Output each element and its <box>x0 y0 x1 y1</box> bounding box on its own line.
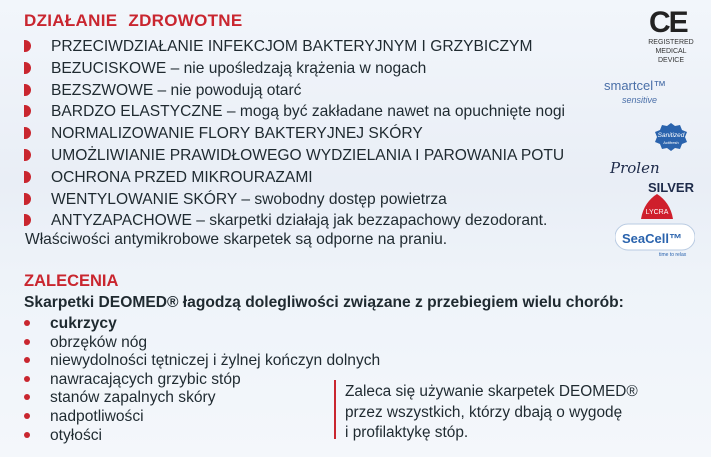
health-benefits-list <box>24 36 565 232</box>
smartcel-sub-label: sensitive <box>622 95 658 105</box>
silver-label: SILVER <box>648 180 694 195</box>
smartcel-label: smartcel™ <box>604 78 667 93</box>
bullet-dot-icon <box>24 432 30 438</box>
list-item: cukrzycy <box>24 315 380 334</box>
list-item: BARDZO ELASTYCZNE – mogą być zakładane nawet na opuchnięte nogi <box>24 101 565 123</box>
list-item: PRZECIWDZIAŁANIE INFEKCJOM BAKTERYJNYM I GRZYBICZYM <box>24 36 565 58</box>
recommendations-intro: Skarpetki DEOMED® łagodzą dolegliwości związane z przebiegiem wielu chorób: <box>24 294 624 311</box>
sanitized-label: Sanitized <box>657 132 685 139</box>
bullet-icon <box>24 127 31 139</box>
lycra-logo-icon <box>640 193 674 220</box>
bullet-dot-icon <box>24 413 30 419</box>
list-item: obrzęków nóg <box>24 334 380 353</box>
list-item: ANTYZAPACHOWE – skarpetki działają jak bezzapachowy dezodorant. <box>24 210 565 232</box>
list-item: nawracających grzybic stóp <box>24 371 380 390</box>
bullet-icon <box>24 84 31 96</box>
wash-note: Właściwości antymikrobowe skarpetek są odporne na praniu. <box>25 231 448 248</box>
prolen-label: Prolen <box>610 159 660 177</box>
advice-text: Zaleca się używanie skarpetek DEOMED® przez wszystkich, którzy dbają o wygodę i profilaktykę stóp. <box>345 383 638 441</box>
bullet-dot-icon <box>24 357 30 363</box>
lycra-label: LYCRA <box>645 209 669 216</box>
list-item: BEZUCISKOWE – nie upośledzają krążenia w nogach <box>24 58 565 80</box>
bullet-dot-icon <box>24 376 30 382</box>
list-item: stanów zapalnych skóry <box>24 389 380 408</box>
list-item: NORMALIZOWANIE FLORY BAKTERYJNEJ SKÓRY <box>24 123 565 145</box>
list-item: otyłości <box>24 427 380 446</box>
prolen-silver-logo-icon <box>608 156 710 196</box>
bullet-icon <box>24 171 31 183</box>
bullet-dot-icon <box>24 394 30 400</box>
seacell-sub-label: time to relax <box>659 252 687 258</box>
bullet-icon <box>24 193 31 205</box>
bullet-icon <box>24 40 31 52</box>
bullet-dot-icon <box>24 320 30 326</box>
list-item: niewydolności tętniczej i żylnej kończyn dolnych <box>24 352 380 371</box>
list-item: nadpotliwości <box>24 408 380 427</box>
advice-divider <box>334 380 336 439</box>
bullet-dot-icon <box>24 339 30 345</box>
seacell-label: SeaCell™ <box>622 231 682 246</box>
conditions-list <box>24 315 380 445</box>
ce-mark-icon: CE <box>649 6 687 39</box>
list-item: OCHRONA PRZED MIKROURAZAMI <box>24 167 565 189</box>
list-item: WENTYLOWANIE SKÓRY – swobodny dostęp powietrza <box>24 189 565 211</box>
recommendations-title: ZALECENIA <box>24 272 119 290</box>
seacell-logo-icon <box>615 222 695 258</box>
registered-device-label: REGISTERED MEDICAL DEVICE <box>648 39 694 64</box>
bullet-icon <box>24 214 31 226</box>
smartcel-logo-icon <box>604 76 704 106</box>
list-item: BEZSZWOWE – nie powodują otarć <box>24 80 565 102</box>
health-title: DZIAŁANIE ZDROWOTNE <box>24 11 243 30</box>
list-item: UMOŻLIWIANIE PRAWIDŁOWEGO WYDZIELANIA I PAROWANIA POTU <box>24 145 565 167</box>
bullet-icon <box>24 105 31 117</box>
sanitized-badge-icon <box>653 122 689 152</box>
bullet-icon <box>24 149 31 161</box>
sanitized-sub-label: Actifresh <box>663 140 679 145</box>
bullet-icon <box>24 62 31 74</box>
